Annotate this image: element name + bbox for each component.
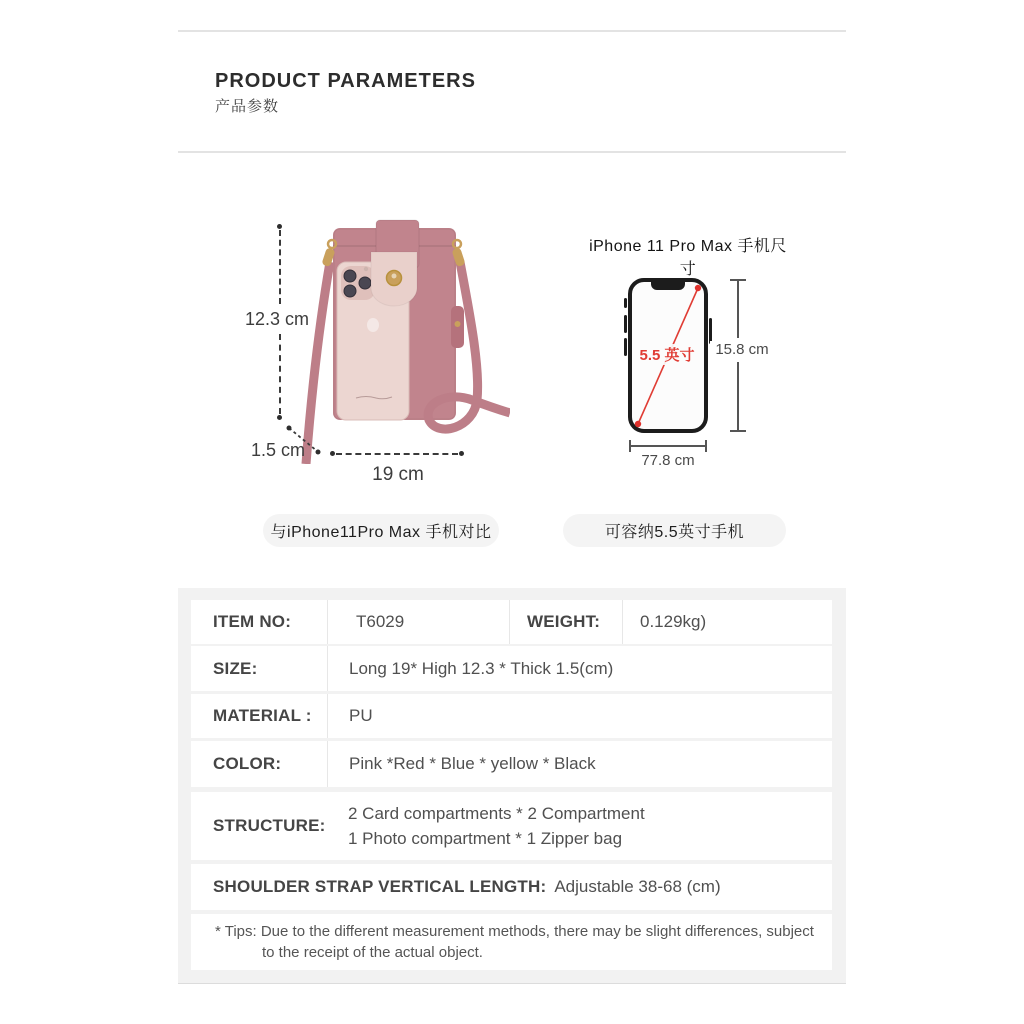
camera-lens-icon bbox=[344, 285, 356, 297]
spec-row-tips bbox=[191, 914, 832, 970]
item-no-value: T6029 bbox=[328, 600, 510, 644]
camera-lens-icon bbox=[359, 277, 371, 289]
phone-width-dim-line bbox=[629, 445, 707, 447]
strap-label: SHOULDER STRAP VERTICAL LENGTH: bbox=[213, 877, 547, 896]
clasp-ring-icon bbox=[453, 240, 461, 248]
strap-value: Adjustable 38-68 (cm) bbox=[554, 877, 721, 896]
phone-width-label: 77.8 cm bbox=[626, 452, 710, 469]
phone-fit-caption: 可容纳5.5英寸手机 bbox=[563, 514, 786, 547]
spec-table bbox=[178, 588, 846, 984]
spec-row-itemno-weight bbox=[191, 600, 832, 644]
camera-lens-icon bbox=[344, 270, 356, 282]
spec-row-color bbox=[191, 741, 832, 787]
structure-label: STRUCTURE: bbox=[213, 816, 326, 835]
dim-cap bbox=[730, 430, 746, 432]
structure-value: 2 Card compartments * 2 Compartment 1 Photo compartment * 1 Zipper bag bbox=[348, 804, 645, 848]
width-dim-line bbox=[336, 453, 458, 455]
page-title: PRODUCT PARAMETERS bbox=[215, 70, 476, 92]
camera-flash-icon bbox=[364, 267, 368, 271]
top-divider bbox=[178, 30, 846, 32]
bag-compare-caption: 与iPhone11Pro Max 手机对比 bbox=[263, 514, 499, 547]
phone-volume-button bbox=[624, 315, 627, 333]
height-dim-line bbox=[279, 230, 281, 304]
spec-row-size bbox=[191, 646, 832, 691]
size-label: SIZE: bbox=[191, 646, 328, 691]
height-dim-line bbox=[279, 334, 281, 414]
page-subtitle: 产品参数 bbox=[215, 98, 280, 115]
size-value: Long 19* High 12.3 * Thick 1.5(cm) bbox=[349, 658, 614, 678]
phone-height-dim-line bbox=[737, 362, 739, 430]
spec-row-structure bbox=[191, 792, 832, 860]
rivet-icon bbox=[455, 321, 461, 327]
header-divider bbox=[178, 151, 846, 153]
weight-label: WEIGHT: bbox=[510, 600, 623, 644]
color-label: COLOR: bbox=[191, 741, 328, 787]
material-label: MATERIAL : bbox=[191, 694, 328, 738]
phone-height-dim-line bbox=[737, 281, 739, 338]
bag-width-label: 19 cm bbox=[372, 464, 424, 485]
bag-height-label: 12.3 cm bbox=[244, 309, 310, 329]
phone-height-label: 15.8 cm bbox=[710, 341, 774, 358]
phone-diagonal-label: 5.5 英寸 bbox=[634, 344, 700, 365]
phone-diagram-title: iPhone 11 Pro Max 手机尺寸 bbox=[589, 238, 787, 278]
phone-mute-switch bbox=[624, 298, 627, 308]
color-value: Pink *Red * Blue * yellow * Black bbox=[349, 754, 596, 773]
spec-row-material bbox=[191, 694, 832, 738]
item-no-label: ITEM NO: bbox=[191, 600, 328, 644]
tips-text: * Tips: Due to the different measurement methods, there may be slight differences, subject to the receipt of the actual object. bbox=[215, 923, 814, 961]
weight-value: 0.129kg) bbox=[640, 612, 707, 631]
bag-thickness-label: 1.5 cm bbox=[250, 440, 306, 460]
phone-volume-button bbox=[624, 338, 627, 356]
material-value: PU bbox=[349, 706, 373, 725]
clasp-ring-icon bbox=[328, 240, 336, 248]
spec-row-strap bbox=[191, 864, 832, 910]
apple-logo-icon bbox=[367, 318, 379, 332]
